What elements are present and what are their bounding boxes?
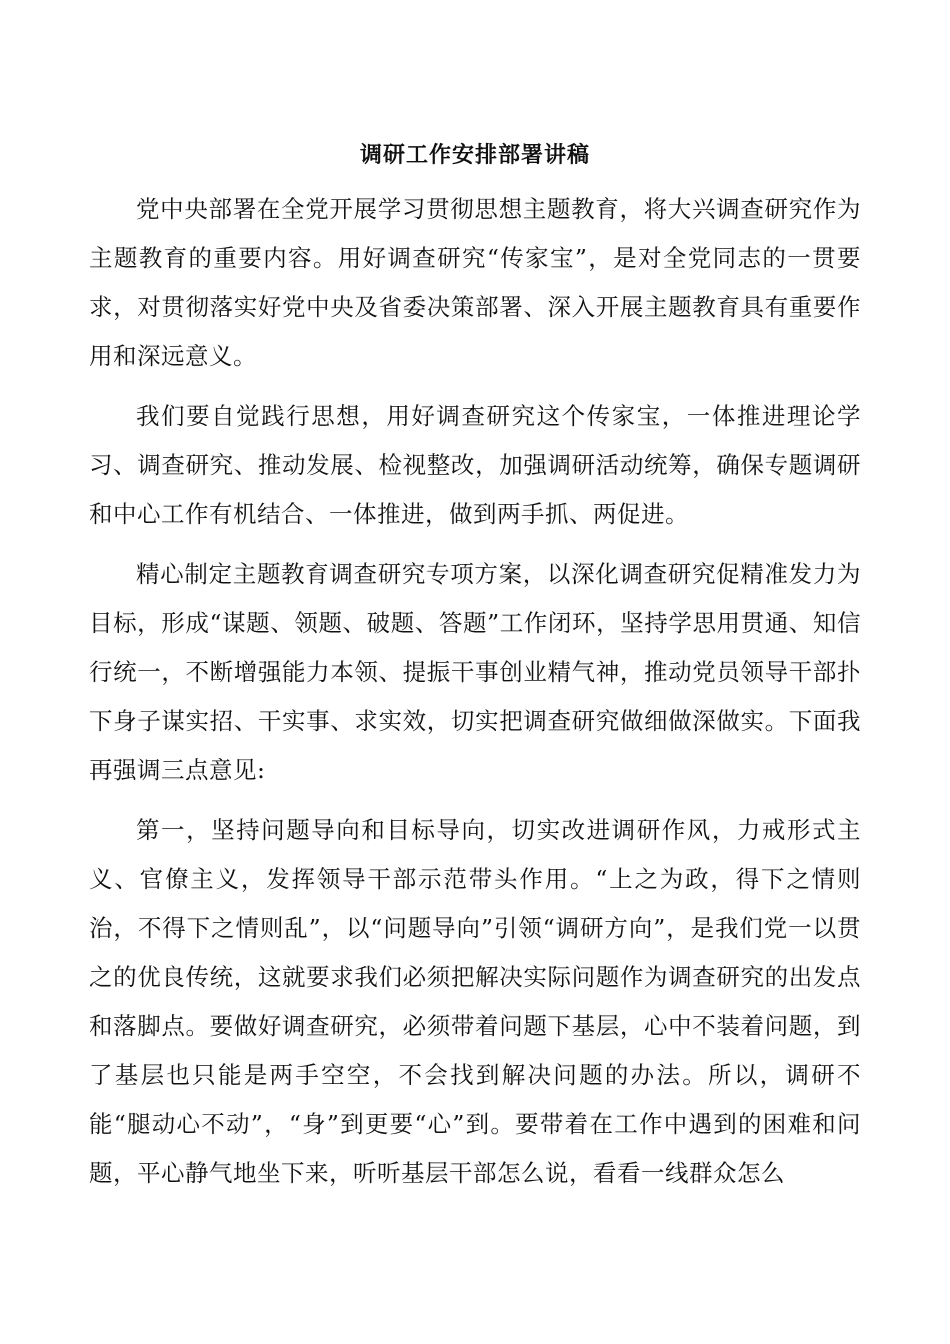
document-body [89,185,861,1209]
document-title: 调研工作安排部署讲稿 [359,143,590,168]
paragraph-3: 精心制定主题教育调查研究专项方案，以深化调查研究促精准发力为目标，形成“谋题、领题、破题、答题”工作闭环，坚持学思用贯通、知信行统一，不断增强能力本领、提振干事创业精气神，推动党员领导干部扑下身子谋实招、干实事、求实效，切实把调查研究做细做深做实。下面我再强调三点意见: [89,560,861,784]
paragraph-4: 第一，坚持问题导向和目标导向，切实改进调研作风，力戒形式主义、官僚主义，发挥领导干部示范带头作用。“上之为政，得下之情则治，不得下之情则乱”，以“问题导向”引领“调研方向”，是我们党一以贯之的优良传统，这就要求我们必须把解决实际问题作为调查研究的出发点和落脚点。要做好调查研究，必须带着问题下基层，心中不装着问题，到了基层也只能是两手空空，不会找到解决问题的办法。所以，调研不能“腿动心不动”，“身”到更要“心”到。要带着在工作中遇到的困难和问题，平心静气地坐下来，听听基层干部怎么说，看看一线群众怎么 [89,816,861,1187]
paragraph-1: 党中央部署在全党开展学习贯彻思想主题教育，将大兴调查研究作为主题教育的重要内容。用好调查研究“传家宝”，是对全党同志的一贯要求，对贯彻落实好党中央及省委决策部署、深入开展主题教育具有重要作用和深远意义。 [89,195,861,370]
paragraph-2: 我们要自觉践行思想，用好调查研究这个传家宝，一体推进理论学习、调查研究、推动发展、检视整改，加强调研活动统筹，确保专题调研和中心工作有机结合、一体推进，做到两手抓、两促进。 [89,402,861,528]
